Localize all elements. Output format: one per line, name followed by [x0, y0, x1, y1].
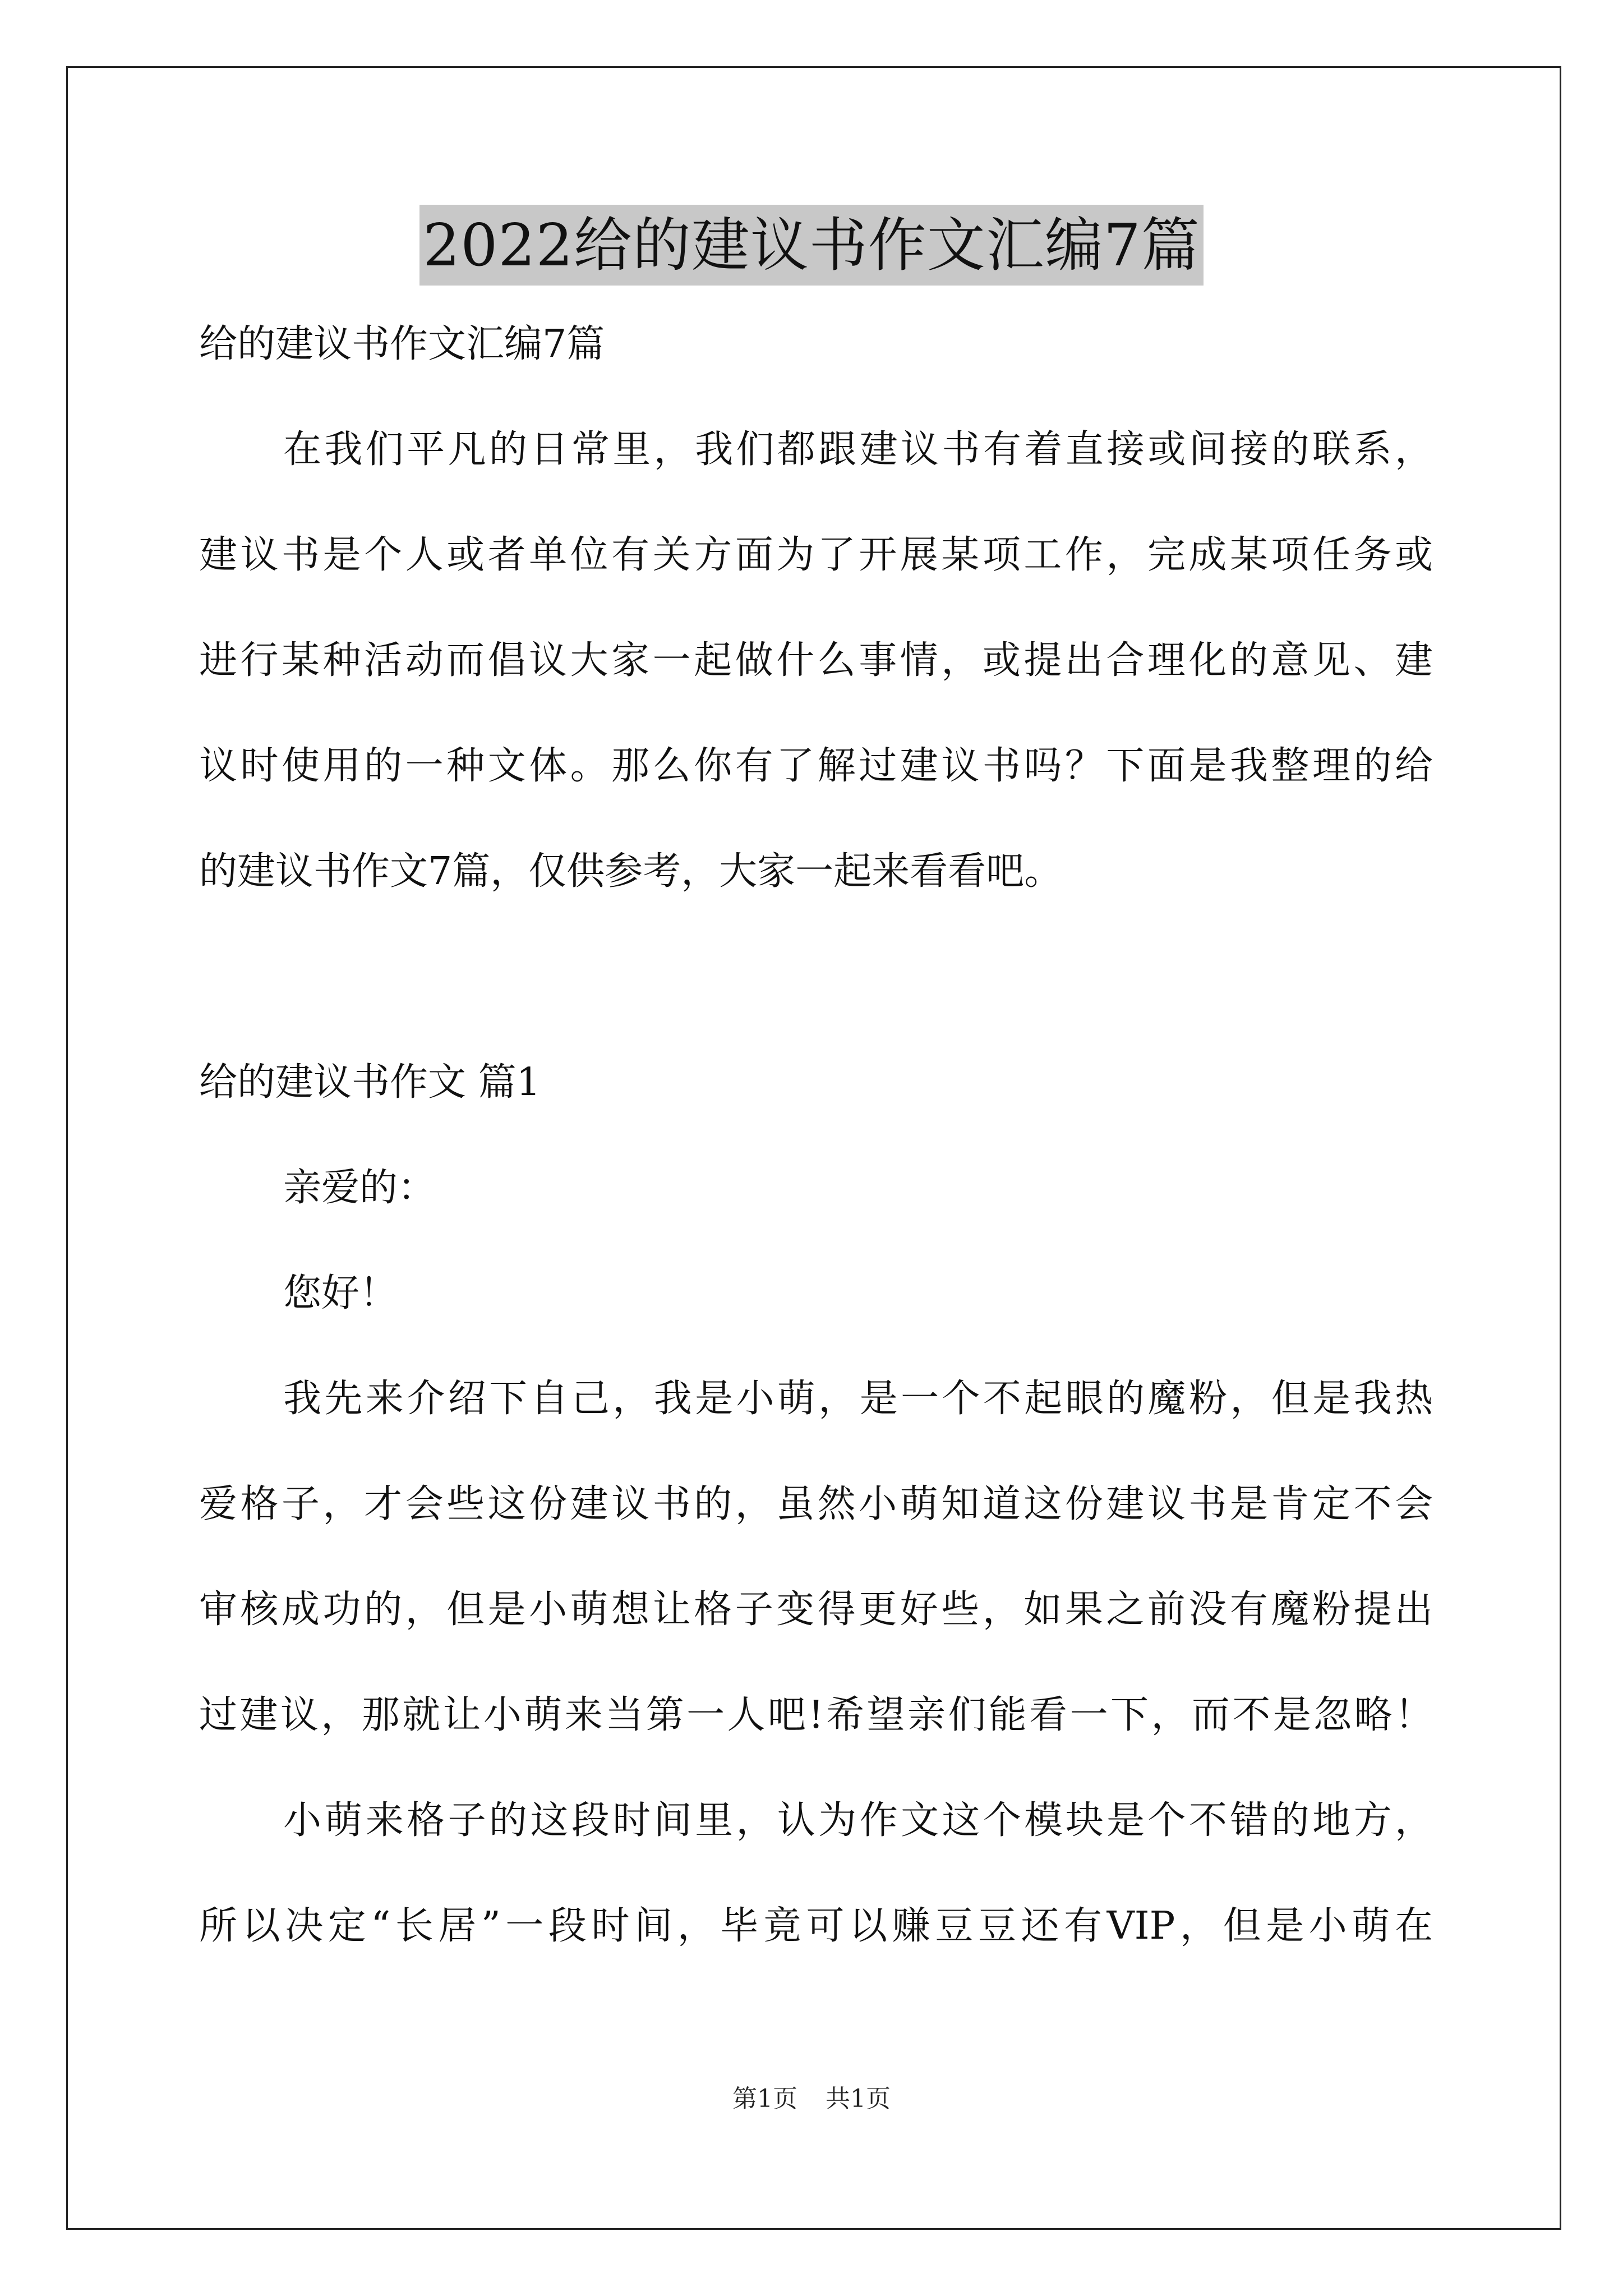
- text-line: 进行某种活动而倡议大家一起做什么事情，或提出合理化的意见、建: [199, 638, 1433, 683]
- text-line: 所以决定“长居”一段时间，毕竟可以赚豆豆还有VIP，但是小萌在: [199, 1904, 1433, 1948]
- salutation: 亲爱的：: [283, 1166, 436, 1210]
- page-footer: [0, 2082, 1623, 2116]
- greeting: 您好！: [283, 1271, 398, 1315]
- text-line: 过建议，那就让小萌来当第一人吧!希望亲们能看一下，而不是忽略！: [199, 1693, 1433, 1737]
- page-number: 第1页: [732, 2085, 797, 2113]
- blank-line: [199, 924, 1433, 1030]
- text-line: 爱格子，才会些这份建议书的，虽然小萌知道这份建议书是肯定不会: [199, 1482, 1433, 1526]
- document-title: 2022给的建议书作文汇编7篇: [419, 205, 1204, 286]
- document-body: [199, 292, 1433, 1979]
- body-paragraph-2: [199, 1768, 1433, 1979]
- text-line: 我先来介绍下自己，我是小萌，是一个不起眼的魔粉，但是我热: [283, 1377, 1433, 1421]
- text-line: 的建议书作文7篇，仅供参考，大家一起来看看吧。: [199, 849, 1063, 894]
- text-line: 审核成功的，但是小萌想让格子变得更好些，如果之前没有魔粉提出: [199, 1588, 1433, 1632]
- section-heading: 给的建议书作文 篇1: [199, 1060, 541, 1105]
- title-wrapper: [0, 205, 1623, 286]
- intro-paragraph: [199, 397, 1433, 924]
- text-line: 议时使用的一种文体。那么你有了解过建议书吗？下面是我整理的给: [199, 744, 1433, 788]
- text-line: 建议书是个人或者单位有关方面为了开展某项工作，完成某项任务或: [199, 533, 1433, 577]
- text-line: 在我们平凡的日常里，我们都跟建议书有着直接或间接的联系，: [283, 427, 1433, 472]
- text-line: 小萌来格子的这段时间里，认为作文这个模块是个不错的地方，: [283, 1798, 1433, 1843]
- body-paragraph-1: [199, 1346, 1433, 1768]
- document-subtitle: 给的建议书作文汇编7篇: [199, 322, 605, 366]
- page-total: 共1页: [826, 2085, 891, 2113]
